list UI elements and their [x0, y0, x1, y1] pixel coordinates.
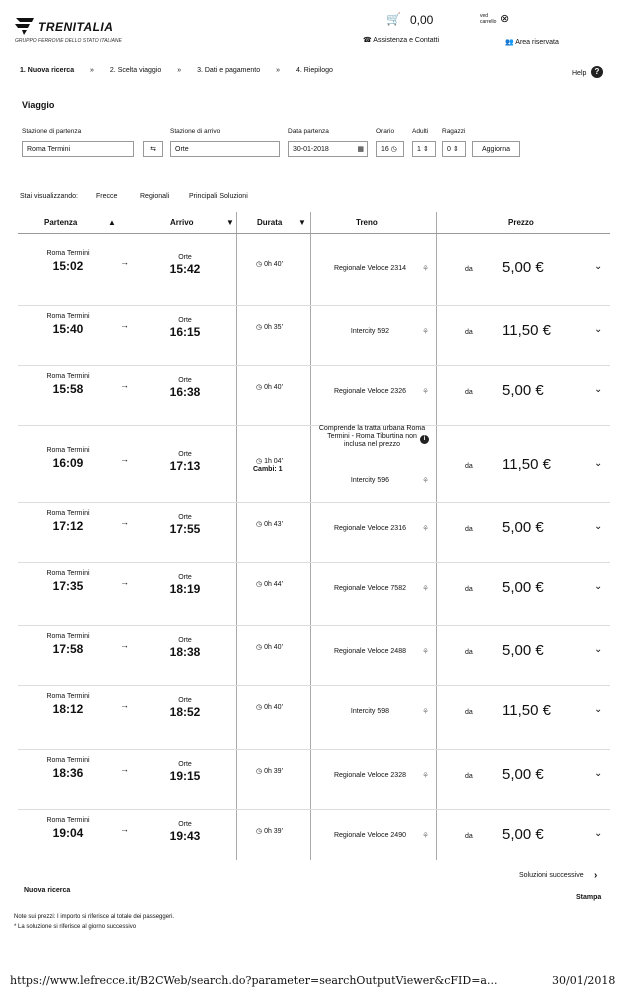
- step-4: 4. Riepilogo: [295, 67, 333, 74]
- arrival-time: 17:55: [169, 522, 201, 536]
- column-divider: [236, 212, 237, 860]
- arrival-station: Orte: [178, 377, 192, 384]
- date-label: Data partenza: [288, 128, 329, 135]
- arrival-station: Orte: [178, 317, 192, 324]
- clock-icon: ◷: [256, 384, 265, 391]
- arrival-time: 19:43: [169, 829, 201, 843]
- departure-field[interactable]: Roma Termini: [22, 141, 134, 157]
- sort-down-icon[interactable]: ▼: [298, 218, 306, 227]
- clock-icon: ◷: [256, 768, 265, 775]
- clock-icon: ◷: [256, 704, 265, 711]
- price-from-label: da: [465, 389, 473, 396]
- row-divider: [18, 365, 610, 366]
- arrow-right-icon: →: [120, 257, 129, 267]
- chevron-down-icon[interactable]: ⌄: [594, 768, 603, 779]
- column-train: Treno: [356, 218, 378, 227]
- breadcrumb-steps: [20, 67, 347, 74]
- price: 11,50 €: [502, 702, 551, 719]
- column-price: Prezzo: [508, 218, 534, 227]
- arrival-label: Stazione di arrivo: [170, 128, 221, 135]
- train-name: Regionale Veloce 7582: [333, 585, 406, 592]
- chevron-down-icon[interactable]: ⌄: [594, 261, 603, 272]
- adults-value: 1: [417, 146, 421, 153]
- update-button[interactable]: Aggiorna: [472, 141, 520, 157]
- clock-icon: ◷: [256, 261, 265, 268]
- adults-select[interactable]: [412, 141, 436, 157]
- chevron-down-icon[interactable]: ⌄: [594, 828, 603, 839]
- departure-time: 17:35: [52, 579, 84, 593]
- departure-station: Roma Termini: [46, 757, 90, 764]
- sort-down-icon[interactable]: ▼: [226, 218, 234, 227]
- clock-icon: ◷: [256, 458, 265, 465]
- sort-up-icon[interactable]: ▲: [108, 218, 116, 227]
- chevron-down-icon[interactable]: ⌄: [594, 521, 603, 532]
- price-from-label: da: [465, 773, 473, 780]
- duration-value: 0h 43': [264, 521, 283, 528]
- departure-station: Roma Termini: [46, 633, 90, 640]
- departure-station: Roma Termini: [46, 510, 90, 517]
- price-from-label: da: [465, 329, 473, 336]
- phone-icon: ☎: [363, 37, 374, 44]
- train-icon: ⚘: [422, 647, 430, 656]
- reserved-area-link[interactable]: 👥 Area riservata: [505, 39, 559, 46]
- step-2: 2. Scelta viaggio: [109, 67, 162, 74]
- time-field[interactable]: [376, 141, 404, 157]
- price-from-label: da: [465, 463, 473, 470]
- swap-icon[interactable]: ⇆: [143, 141, 163, 157]
- duration: [256, 260, 283, 268]
- train-name: Regionale Veloce 2314: [333, 265, 406, 272]
- arrival-station: Orte: [178, 697, 192, 704]
- step-3: 3. Dati e pagamento: [197, 67, 261, 74]
- train-name: Regionale Veloce 2326: [333, 388, 406, 395]
- row-divider: [18, 562, 610, 563]
- filter-regionali[interactable]: Regionali: [140, 193, 170, 200]
- price: 5,00 €: [502, 259, 544, 276]
- arrival-station: Orte: [178, 574, 192, 581]
- train-icon: ⚘: [422, 524, 430, 533]
- chevron-down-icon[interactable]: ⌄: [594, 704, 603, 715]
- column-arrival[interactable]: Arrivo: [170, 218, 194, 227]
- arrival-time: 15:42: [169, 262, 201, 276]
- row-divider: [18, 749, 610, 750]
- chevron-down-icon[interactable]: ⌄: [594, 644, 603, 655]
- duration: [256, 827, 283, 835]
- clock-small-icon: ◷: [390, 146, 397, 153]
- departure-station: Roma Termini: [46, 313, 90, 320]
- arrival-time: 18:52: [169, 705, 201, 719]
- arrival-time: 17:13: [169, 459, 201, 473]
- adults-label: Adulti: [412, 128, 429, 135]
- price: 5,00 €: [502, 579, 544, 596]
- stepper-icon: ⇕: [422, 146, 429, 153]
- date-value: 30-01-2018: [293, 146, 329, 153]
- duration-value: 0h 40': [264, 644, 283, 651]
- departure-time: 18:12: [52, 702, 84, 716]
- departure-time: 15:58: [52, 382, 84, 396]
- train-icon: ⚘: [422, 771, 430, 780]
- price: 5,00 €: [502, 766, 544, 783]
- clock-icon: ◷: [256, 828, 265, 835]
- price: 5,00 €: [502, 382, 544, 399]
- brand-tagline: GRUPPO FERROVIE DELLO STATO ITALIANE: [15, 38, 122, 44]
- train-name: Regionale Veloce 2488: [333, 648, 406, 655]
- cart-amount: 0,00: [410, 13, 434, 27]
- train-name: Intercity 592: [350, 328, 390, 335]
- departure-label: Stazione di partenza: [22, 128, 82, 135]
- departure-time: 19:04: [52, 826, 84, 840]
- arrival-station: Orte: [178, 254, 192, 261]
- price: 5,00 €: [502, 642, 544, 659]
- train-icon: ⚘: [422, 707, 430, 716]
- cart-icon[interactable]: 🛒: [386, 12, 401, 26]
- departure-time: 15:40: [52, 322, 84, 336]
- departure-time: 18:36: [52, 766, 84, 780]
- time-label: Orario: [376, 128, 395, 135]
- clock-icon: ◷: [256, 581, 265, 588]
- departure-time: 17:58: [52, 642, 84, 656]
- trenitalia-logo-icon: [14, 14, 38, 36]
- train-icon: ⚘: [422, 831, 430, 840]
- row-divider: [18, 425, 610, 426]
- duration-value: 0h 40': [264, 384, 283, 391]
- departure-station: Roma Termini: [46, 817, 90, 824]
- price-from-label: da: [465, 709, 473, 716]
- price-from-label: da: [465, 833, 473, 840]
- arrival-time: 16:38: [169, 385, 201, 399]
- price-from-label: da: [465, 526, 473, 533]
- assistance-link[interactable]: ☎ Assistenza e Contatti: [363, 37, 440, 44]
- column-divider: [310, 212, 311, 860]
- arrow-right-icon: →: [120, 824, 129, 834]
- duration-value: 0h 44': [264, 581, 283, 588]
- row-divider: [18, 625, 610, 626]
- section-title: Viaggio: [22, 100, 55, 110]
- stepper-icon: ⇕: [452, 146, 459, 153]
- arrival-time: 19:15: [169, 769, 201, 783]
- help-icon[interactable]: ?: [591, 66, 603, 78]
- price: 11,50 €: [502, 456, 551, 473]
- row-divider: [18, 305, 610, 306]
- train-icon: ⚘: [422, 584, 430, 593]
- departure-station: Roma Termini: [46, 693, 90, 700]
- train-name: Regionale Veloce 2316: [333, 525, 406, 532]
- column-departure[interactable]: Partenza: [44, 218, 78, 227]
- duration-value: 0h 40': [264, 261, 283, 268]
- duration-value: 0h 39': [264, 828, 283, 835]
- step-separator: »: [276, 67, 280, 74]
- price: 5,00 €: [502, 826, 544, 843]
- chevron-down-icon[interactable]: ⌄: [594, 458, 603, 469]
- duration: [256, 457, 283, 465]
- route-note: Comprende la tratta urbana Roma Termini - Roma Tiburtina non inclusa nel prezzo: [318, 425, 426, 448]
- chevron-down-icon[interactable]: ⌄: [594, 384, 603, 395]
- train-icon: ⚘: [422, 387, 430, 396]
- price-note: Note sui prezzi: I importo si riferisce al totale dei passeggeri.: [14, 914, 175, 920]
- children-label: Ragazzi: [442, 128, 466, 135]
- arrival-station: Orte: [178, 514, 192, 521]
- children-value: 0: [447, 146, 451, 153]
- new-search-link[interactable]: Nuova ricerca: [24, 887, 71, 894]
- duration-value: 0h 39': [264, 768, 283, 775]
- filter-label: Stai visualizzando:: [20, 193, 78, 200]
- clock-icon: ◷: [256, 521, 265, 528]
- row-divider: [18, 502, 610, 503]
- arrow-right-icon: →: [120, 320, 129, 330]
- date-field[interactable]: [288, 141, 368, 157]
- arrow-right-icon: →: [120, 517, 129, 527]
- arrow-right-icon: →: [120, 764, 129, 774]
- header-divider: [18, 233, 610, 234]
- arrival-time: 18:38: [169, 645, 201, 659]
- next-solutions-link[interactable]: Soluzioni successive: [519, 872, 584, 879]
- next-day-note: * La soluzione si riferisce al giorno successivo: [14, 924, 137, 930]
- print-link[interactable]: Stampa: [576, 894, 602, 901]
- filter-frecce[interactable]: Frecce: [96, 193, 118, 200]
- departure-time: 15:02: [52, 259, 84, 273]
- chevron-down-icon[interactable]: ⌄: [594, 324, 603, 335]
- users-icon: 👥: [505, 39, 516, 46]
- row-divider: [18, 809, 610, 810]
- train-name: Intercity 596: [350, 477, 390, 484]
- clock-icon[interactable]: ⊗: [500, 13, 510, 25]
- help-label[interactable]: Help: [572, 70, 587, 77]
- chevron-down-icon[interactable]: ⌄: [594, 581, 603, 592]
- brand-name: TRENITALIA: [38, 20, 114, 34]
- step-separator: »: [90, 67, 94, 74]
- duration-value: 0h 40': [264, 704, 283, 711]
- clock-icon: ◷: [256, 644, 265, 651]
- duration: [256, 323, 283, 331]
- duration: [256, 383, 283, 391]
- column-divider: [436, 212, 437, 860]
- departure-station: Roma Termini: [46, 570, 90, 577]
- price: 11,50 €: [502, 322, 551, 339]
- arrival-station: Orte: [178, 451, 192, 458]
- step-separator: »: [177, 67, 182, 74]
- arrival-station: Orte: [178, 637, 192, 644]
- filter-principali[interactable]: Principali Soluzioni: [189, 193, 248, 200]
- print-url: https://www.lefrecce.it/B2CWeb/search.do?parameter=searchOutputViewer&cFID=a...: [10, 974, 498, 987]
- arrow-right-icon: →: [120, 380, 129, 390]
- arrival-time: 16:15: [169, 325, 201, 339]
- time-value: 16: [381, 146, 389, 153]
- train-icon: ⚘: [422, 327, 430, 336]
- chevron-right-icon[interactable]: ›: [594, 870, 598, 881]
- price-from-label: da: [465, 649, 473, 656]
- departure-time: 16:09: [52, 456, 84, 470]
- row-divider: [18, 685, 610, 686]
- print-date: 30/01/2018: [552, 974, 616, 987]
- arrow-right-icon: →: [120, 700, 129, 710]
- duration: [256, 643, 283, 651]
- duration: [256, 520, 283, 528]
- train-icon: ⚘: [422, 476, 430, 485]
- duration: [256, 703, 283, 711]
- duration-value: 0h 35': [264, 324, 283, 331]
- train-icon: ⚘: [422, 264, 430, 273]
- cart-labels: ved carrello: [480, 13, 497, 25]
- step-1[interactable]: 1. Nuova ricerca: [20, 67, 75, 74]
- children-select[interactable]: [442, 141, 466, 157]
- arrival-time: 18:19: [169, 582, 201, 596]
- price: 5,00 €: [502, 519, 544, 536]
- duration: [256, 580, 283, 588]
- train-name: Regionale Veloce 2490: [333, 832, 406, 839]
- price-from-label: da: [465, 266, 473, 273]
- arrival-field[interactable]: Orte: [170, 141, 280, 157]
- departure-station: Roma Termini: [46, 250, 90, 257]
- arrow-right-icon: →: [120, 640, 129, 650]
- train-name: Regionale Veloce 2328: [333, 772, 406, 779]
- arrow-right-icon: →: [120, 577, 129, 587]
- calendar-icon[interactable]: ▦: [357, 146, 364, 153]
- departure-station: Roma Termini: [46, 447, 90, 454]
- column-duration[interactable]: Durata: [257, 218, 283, 227]
- changes-count[interactable]: Cambi: 1: [253, 466, 283, 473]
- arrow-right-icon: →: [120, 454, 129, 464]
- clock-icon: ◷: [256, 324, 265, 331]
- departure-time: 17:12: [52, 519, 84, 533]
- duration: [256, 767, 283, 775]
- duration-value: 1h 04': [264, 458, 283, 465]
- train-name: Intercity 598: [350, 708, 390, 715]
- info-icon[interactable]: i: [420, 435, 429, 444]
- arrival-station: Orte: [178, 821, 192, 828]
- arrival-station: Orte: [178, 761, 192, 768]
- departure-station: Roma Termini: [46, 373, 90, 380]
- price-from-label: da: [465, 586, 473, 593]
